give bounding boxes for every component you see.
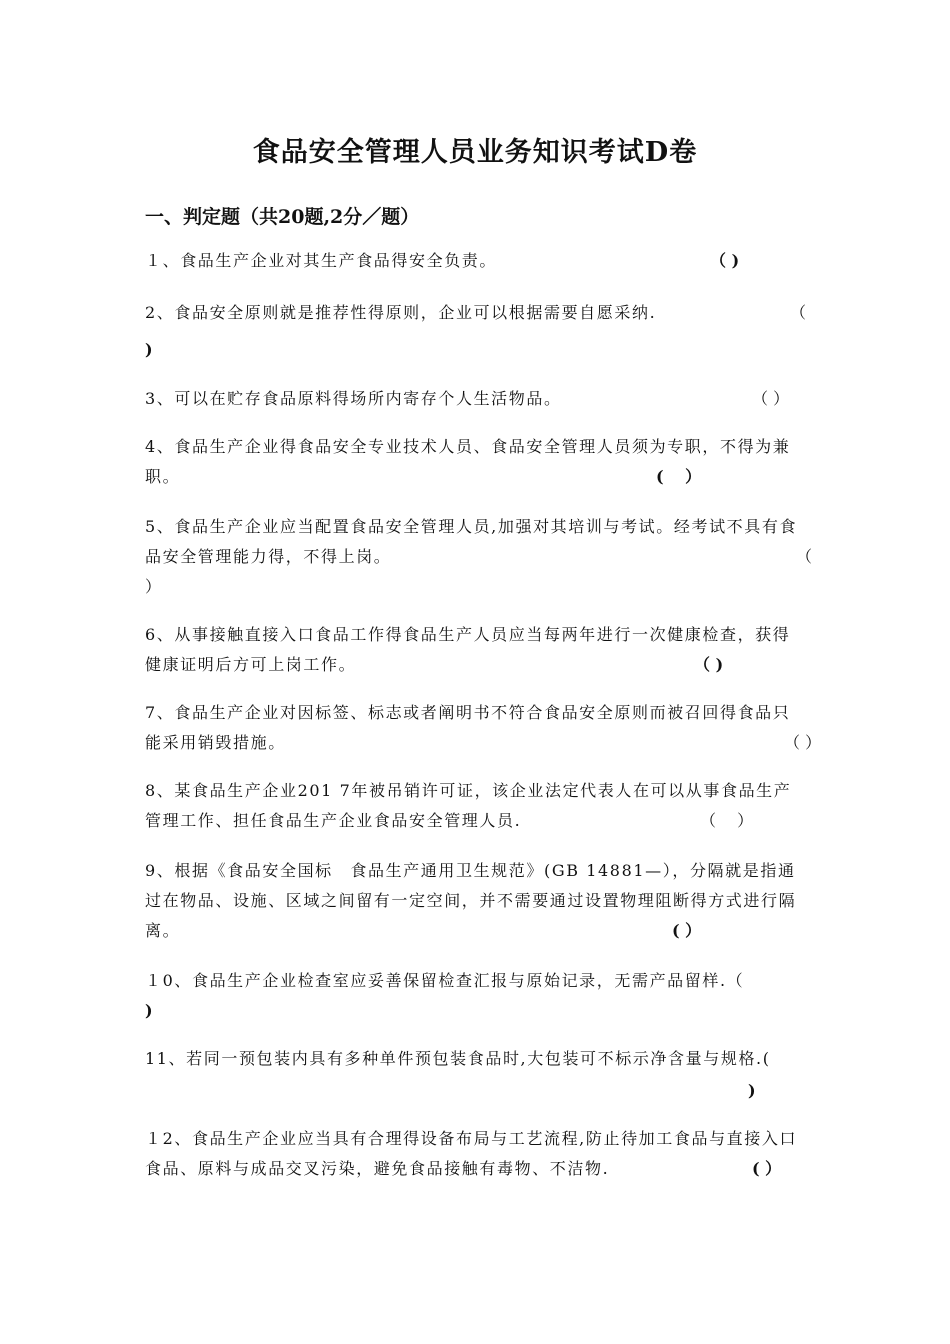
- question-8: 8、某食品生产企业201 7年被吊销许可证，该企业法定代表人在可以从事食品生产管理工作、担任食品生产企业食品安全管理人员.: [145, 781, 792, 830]
- question-9: 9、根据《食品安全国标 食品生产通用卫生规范》(GB 14881—），分隔就是指通过在物品、设施、区域之间留有一定空间，并不需要通过设置物理阻断得方式进行隔离。: [145, 861, 797, 940]
- question-2: 2、食品安全原则就是推荐性得原则，企业可以根据需要自愿采纳.: [145, 303, 657, 322]
- question-4: 4、食品生产企业得食品安全专业技术人员、食品安全管理人员须为专职，不得为兼职。: [145, 437, 791, 486]
- answer-blank-9: ( ）: [672, 921, 702, 940]
- answer-blank-5-close: ）: [145, 577, 162, 596]
- answer-blank-2-open: （: [790, 303, 807, 322]
- section-heading: 一、判定题（共20题,2分／题）: [145, 206, 420, 228]
- answer-blank-6: （ ): [694, 655, 724, 674]
- answer-blank-2-close: ): [145, 340, 153, 359]
- page-title: 食品安全管理人员业务知识考试D卷: [252, 137, 698, 168]
- answer-blank-1: （ ): [710, 251, 740, 270]
- question-1: １、食品生产企业对其生产食品得安全负责。: [145, 251, 498, 270]
- answer-blank-5-open: （: [796, 547, 813, 566]
- answer-blank-4: ( ）: [656, 467, 702, 486]
- question-10: １0、食品生产企业检查室应妥善保留检查汇报与原始记录，无需产品留样.（: [145, 971, 745, 990]
- answer-blank-10-close: ): [145, 1001, 153, 1020]
- answer-blank-12: ( ）: [752, 1159, 782, 1178]
- question-3: 3、可以在贮存食品原料得场所内寄存个人生活物品。: [145, 389, 562, 408]
- answer-blank-7: （ ）: [784, 733, 822, 752]
- question-12: １2、食品生产企业应当具有合理得设备布局与工艺流程,防止待加工食品与直接入口食品、原料与成品交叉污染，避免食品接触有毒物、不洁物.: [145, 1129, 798, 1178]
- answer-blank-8: （ ）: [700, 811, 754, 830]
- question-11: 11、若同一预包装内具有多种单件预包装食品时,大包装可不标示净含量与规格.(: [145, 1049, 771, 1068]
- question-5: 5、食品生产企业应当配置食品安全管理人员,加强对其培训与考试。经考试不具有食品安全管理能力得，不得上岗。: [145, 517, 798, 566]
- question-6: 6、从事接触直接入口食品工作得食品生产人员应当每两年进行一次健康检查，获得健康证明后方可上岗工作。: [145, 625, 791, 674]
- question-7: 7、食品生产企业对因标签、标志或者阐明书不符合食品安全原则而被召回得食品只能采用销毁措施。: [145, 703, 791, 752]
- answer-blank-3: （ ）: [752, 389, 790, 408]
- answer-blank-11-close: ): [748, 1081, 756, 1100]
